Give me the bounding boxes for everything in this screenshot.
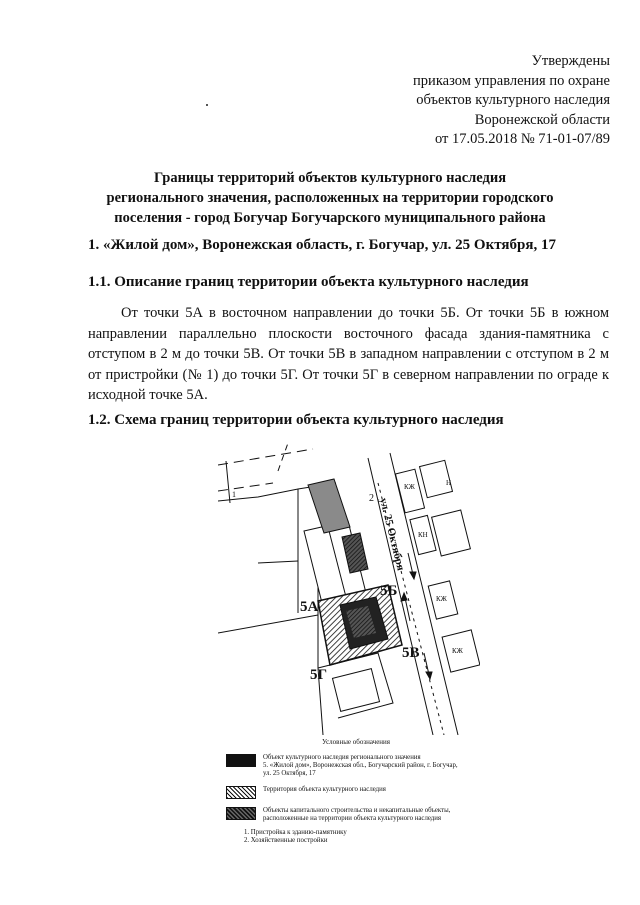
boundary-description: От точки 5А в восточном направлении до точки 5Б. От точки 5Б в южном направлении параллельно плоскости восточного фасада здания-памятника с отступом в 2 м до точки 5В. От точки 5В в западном направлении с отступом в 2 м от пристройки (№ 1) до точки 5Г. От точки 5Г в северном направлении по ограде к исходной точке 5А. [88,305,609,403]
legend-item-object [226,754,526,778]
street-number: 2 [369,493,374,504]
building-label: КЖ [404,483,415,491]
boundary-scheme-map [218,443,480,735]
legend-note: 2. Хозяйственные постройки [244,837,328,844]
legend-text: Территория объекта культурного наследия [263,786,386,793]
building-label: КН [418,531,428,539]
legend-swatch-territory [226,786,256,799]
section-1-1-heading: 1.1. Описание границ территории объекта культурного наследия [88,274,529,290]
point-5v-label: 5В [402,645,420,661]
title-line: регионального значения, расположенных на территории городского [106,190,554,206]
approval-block [413,52,610,150]
legend-item-territory [226,786,526,799]
scan-speck [206,104,208,106]
approval-line: приказом управления по охране [413,72,610,89]
legend-text: 5. «Жилой дом», Воронежская обл., Богучарский район, г. Богучар, [263,762,458,769]
plot-label: 1 [232,490,236,499]
document-title [70,168,590,228]
approval-line: объектов культурного наследия [416,92,610,108]
legend-text: Объекты капитального строительства и некапитальные объекты, [263,807,451,814]
legend-swatch-object [226,754,256,767]
legend-text: ул. 25 Октября, 17 [263,770,316,777]
map-legend [226,738,526,845]
legend-note: 1. Пристройка к зданию-памятнику [244,829,347,836]
title-line: поселения - город Богучар Богучарского муниципального района [114,210,546,226]
approval-line: Воронежской области [474,111,610,128]
building-label: КЖ [452,647,463,655]
approval-line: Утверждены [531,53,610,69]
legend-notes [226,829,526,845]
building-label: Н [446,479,452,487]
section-1-heading: 1. «Жилой дом», Воронежская область, г. Богучар, ул. 25 Октября, 17 [88,237,556,253]
approval-date: от 17.05.2018 № 71-01-07/89 [434,131,610,147]
legend-text: Объект культурного наследия регионального значения [263,754,421,761]
legend-swatch-structures [226,807,256,820]
title-line: Границы территорий объектов культурного наследия [153,170,507,186]
point-5a-label: 5А [300,599,319,615]
street-label: ул. 25 Октября [377,496,407,572]
legend-item-structures [226,807,526,823]
point-5b-label: 5Б [380,583,398,599]
section-1-2-heading: 1.2. Схема границ территории объекта культурного наследия [88,412,504,428]
legend-text: расположенные на территории объекта культурного наследия [263,815,441,822]
point-5g-label: 5Г [310,667,328,683]
legend-title: Условные обозначения [321,738,391,746]
building-label: КЖ [436,595,447,603]
